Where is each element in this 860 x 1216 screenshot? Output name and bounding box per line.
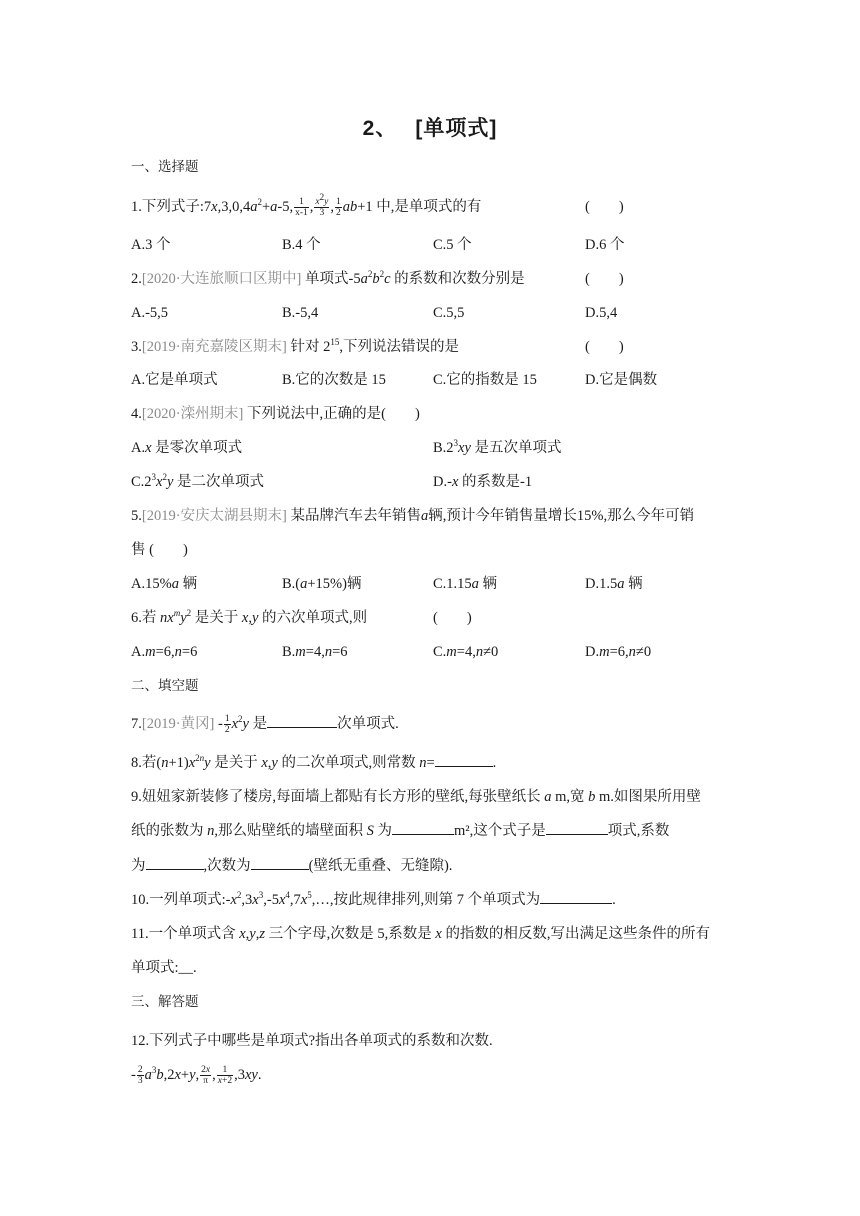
q6-option-b-label: B. (282, 644, 296, 660)
question-5-cont: 售 ( ) (131, 542, 188, 558)
q1-option-c: C.5 个 (433, 237, 472, 253)
q12-frac-2: $\frac{2x}{\pi}$ (201, 1065, 211, 1087)
q2-option-d: D.5,4 (585, 305, 618, 321)
q3-number: 3. (131, 339, 142, 355)
q2-number: 2. (131, 271, 142, 287)
question-12-expressions: - $\frac{2}{3}$ $a^3b,2x+y$, $\frac{2x}{\pi}$ , $\frac{1}{x+2}$ ,3xy. (131, 1065, 262, 1087)
q11-line1b: 三个字母,次数是 5,系数是 (268, 926, 432, 942)
q4-source: [2020·滦州期末] (141, 406, 244, 422)
q10-text-b: ,…,按此规律排列,则第 7 个单项式为 (311, 892, 541, 908)
question-8: 8.若$(n+1)x^{2n}y$ 是关于 x,y 的二次单项式,则常数 n= . (131, 753, 497, 771)
section-heading-fill: 二、填空题 (131, 678, 199, 694)
q6-prefix: 6.若 (131, 610, 160, 626)
question-9-line-2: 纸的张数为 n,那么贴壁纸的墙壁面积 S 为 m²,这个式子是 项式,系数 (131, 820, 669, 842)
q1-frac-1: $\frac{1}{x-1}$ (295, 197, 308, 219)
q5-text-b: 辆,预计今年销售量增长15%,那么今年可销 (428, 508, 695, 524)
q3-answer-paren: ( ) (585, 339, 624, 355)
q9-blank-area[interactable] (392, 820, 454, 835)
q10-text-a: 10.一列单项式:- (131, 892, 231, 908)
q8-text-a: 8.若( (131, 755, 162, 771)
q9-line2d: m²,这个式子是 (454, 823, 546, 839)
q9-line3a: 为 (131, 858, 146, 874)
question-1: 1.下列式子$:7x,3,0,4a^2+a-5$, $\frac{1}{x-1}$ , $\frac{x^2y}{3}$ , $\frac{1}{2}$ ab+1 中,是单项式的有 (131, 192, 482, 219)
q6-option-d-label: D. (585, 644, 600, 660)
question-2: 2.[2020·大连旅顺口区期中] 单项式$-5a^2b^2c$ 的系数和次数分别是 (131, 269, 525, 287)
q8-text-b: 是关于 (214, 755, 258, 771)
q12-frac-1: $\frac{2}{3}$ (137, 1065, 143, 1087)
q3-source: [2019·南充嘉陵区期末] (141, 339, 287, 355)
q9-blank-terms[interactable] (546, 820, 608, 835)
q1-option-b: B.4 个 (282, 237, 321, 253)
q3-text-b: ,下列说法错误的是 (339, 339, 459, 355)
q2-option-a: A.-5,5 (131, 305, 169, 321)
q1-answer-paren: ( ) (585, 199, 624, 215)
question-9-line-1: 9.妞妞家新装修了楼房,每面墙上都贴有长方形的壁纸,每张壁纸长 a m,宽 b m.如图果所用壁 (131, 789, 701, 805)
question-10: 10.一列单项式$:-x^2,3x^3,-5x^4,7x^5,\dots$,按此规律排列,则第 7 个单项式为 . (131, 890, 616, 908)
q2-answer-paren: ( ) (585, 271, 624, 287)
q6-option-a-label: A. (131, 644, 146, 660)
q4-option-d-text: 的系数是-1 (462, 474, 533, 490)
q7-text: 是 (252, 716, 268, 732)
q5-option-d: D.1.5a 辆 (585, 576, 643, 592)
q1-prefix: 1.下列式子:7 (131, 199, 212, 215)
q5-number: 5. (131, 508, 142, 524)
q5-text-a: 某品牌汽车去年销售 (290, 508, 421, 524)
q4-option-c: $C.2^3x^2y$ 是二次单项式 (131, 472, 265, 490)
q8-text-d: . (492, 755, 497, 771)
question-11-line-1: 11.一个单项式含 x,y,z 三个字母,次数是 5,系数是 x 的指数的相反数,写出满足这些条件的所有 (131, 926, 711, 942)
section-heading-choice: 一、选择题 (131, 159, 199, 175)
q9-line3b: ,次数为 (203, 858, 251, 874)
q7-frac: $\frac{1}{2}$ (224, 714, 230, 736)
question-3: 3.[2019·南充嘉陵区期末] 针对 $2^{15}$,下列说法错误的是 (131, 337, 459, 355)
q5-option-a: A.15%a 辆 (131, 576, 198, 592)
q4-option-a-text: 是零次单项式 (155, 440, 243, 456)
q9-line3c: (壁纸无重叠、无缝隙). (308, 858, 453, 874)
question-11-line-2: 单项式:__. (131, 960, 197, 976)
question-4 (131, 403, 420, 425)
q4-number: 4. (131, 406, 142, 422)
q5-source: [2019·安庆太湖县期末] (141, 508, 287, 524)
section-heading-answer: 三、解答题 (131, 994, 199, 1010)
q9-line2a: 纸的张数为 (131, 823, 204, 839)
q11-line1a: 11.一个单项式含 (131, 926, 236, 942)
q5-option-b: B.(a+15%)辆 (282, 576, 362, 592)
q9-line1: 9.妞妞家新装修了楼房,每面墙上都贴有长方形的壁纸,每张壁纸长 (131, 789, 541, 805)
q7-number: 7. (131, 716, 142, 732)
q3-option-b: B.它的次数是 15 (282, 372, 386, 388)
q4-option-b: $B.2^3xy$ 是五次单项式 (433, 438, 562, 456)
q9-line2c: 为 (377, 823, 392, 839)
q11-line1c: 的指数的相反数,写出满足这些条件的所有 (445, 926, 711, 942)
q1-option-d: D.6 个 (585, 237, 625, 253)
q4-option-c-text: 是二次单项式 (177, 474, 265, 490)
q9-blank-coefficient[interactable] (146, 855, 204, 870)
q4-option-a: A.x 是零次单项式 (131, 440, 243, 456)
q7-text-b: 次单项式. (337, 716, 399, 732)
q3-text-a: 针对 2 (290, 339, 331, 355)
q5-option-d-text: 辆 (628, 576, 643, 592)
q9-blank-degree[interactable] (251, 855, 309, 870)
q7-source: [2019·黄冈] (141, 716, 215, 732)
q6-option-a: A.m=6,n=6 (131, 644, 198, 660)
question-5: 5.[2019·安庆太湖县期末] 某品牌汽车去年销售a辆,预计今年销售量增长15%,那么今年可销 (131, 508, 695, 524)
q9-line1b: m,宽 (555, 789, 585, 805)
q6-answer-paren: ( ) (433, 610, 472, 626)
q6-option-c: C.m=4,n≠0 (433, 644, 499, 660)
q9-line1c: m.如图果所用壁 (599, 789, 701, 805)
page-title (0, 112, 860, 142)
q5-option-b-text: 辆 (346, 576, 362, 592)
question-12: 12.下列式子中哪些是单项式?指出各单项式的系数和次数. (131, 1033, 493, 1049)
q2-option-c: C.5,5 (433, 305, 465, 321)
title-text: [单项式] (415, 117, 498, 140)
question-9-line-3 (131, 855, 452, 877)
q5-option-c: C.1.15a 辆 (433, 576, 498, 592)
q3-option-c: C.它的指数是 15 (433, 372, 537, 388)
q9-line2b: ,那么贴壁纸的墙壁面积 (214, 823, 363, 839)
q5-option-c-text: 辆 (482, 576, 498, 592)
q1-frac-2: $\frac{x^2y}{3}$ (315, 192, 329, 219)
q8-blank[interactable] (435, 752, 493, 767)
q4-text: 下列说法中,正确的是( ) (247, 406, 420, 422)
q6-option-b: B.m=4,n=6 (282, 644, 348, 660)
q1-frac-3: $\frac{1}{2}$ (335, 197, 341, 219)
q9-line2e: 项式,系数 (607, 823, 670, 839)
q10-blank[interactable] (540, 889, 612, 904)
title-number: 2、 (362, 117, 398, 140)
q2-option-b: B.-5,4 (282, 305, 319, 321)
q8-text-c: 的二次单项式,则常数 (281, 755, 416, 771)
q5-option-a-text: 辆 (182, 576, 198, 592)
q3-option-a: A.它是单项式 (131, 372, 218, 388)
question-6: 6.若 $nx^my^2$ 是关于 x,y 的六次单项式,则 (131, 608, 368, 626)
q6-option-c-label: C. (433, 644, 447, 660)
q2-text: 的系数和次数分别是 (394, 271, 525, 287)
q6-text-b: 的六次单项式,则 (262, 610, 368, 626)
q4-option-b-text: 是五次单项式 (474, 440, 562, 456)
q1-tail: 中,是单项式的有 (376, 199, 482, 215)
q4-option-d: D.-x 的系数是-1 (433, 474, 533, 490)
q12-frac-3: $\frac{1}{x+2}$ (217, 1065, 233, 1087)
q2-source: [2020·大连旅顺口区期中] (141, 271, 302, 287)
question-7: 7.[2019·黄冈] - $\frac{1}{2}$ $x^2y$ 是 次单项式. (131, 714, 399, 736)
q3-option-d: D.它是偶数 (585, 372, 658, 388)
q10-text-c: . (612, 892, 616, 908)
q6-option-d: D.m=6,n≠0 (585, 644, 652, 660)
q6-text: 是关于 (194, 610, 239, 626)
q1-option-a: A.3 个 (131, 237, 171, 253)
q7-blank[interactable] (267, 713, 337, 728)
